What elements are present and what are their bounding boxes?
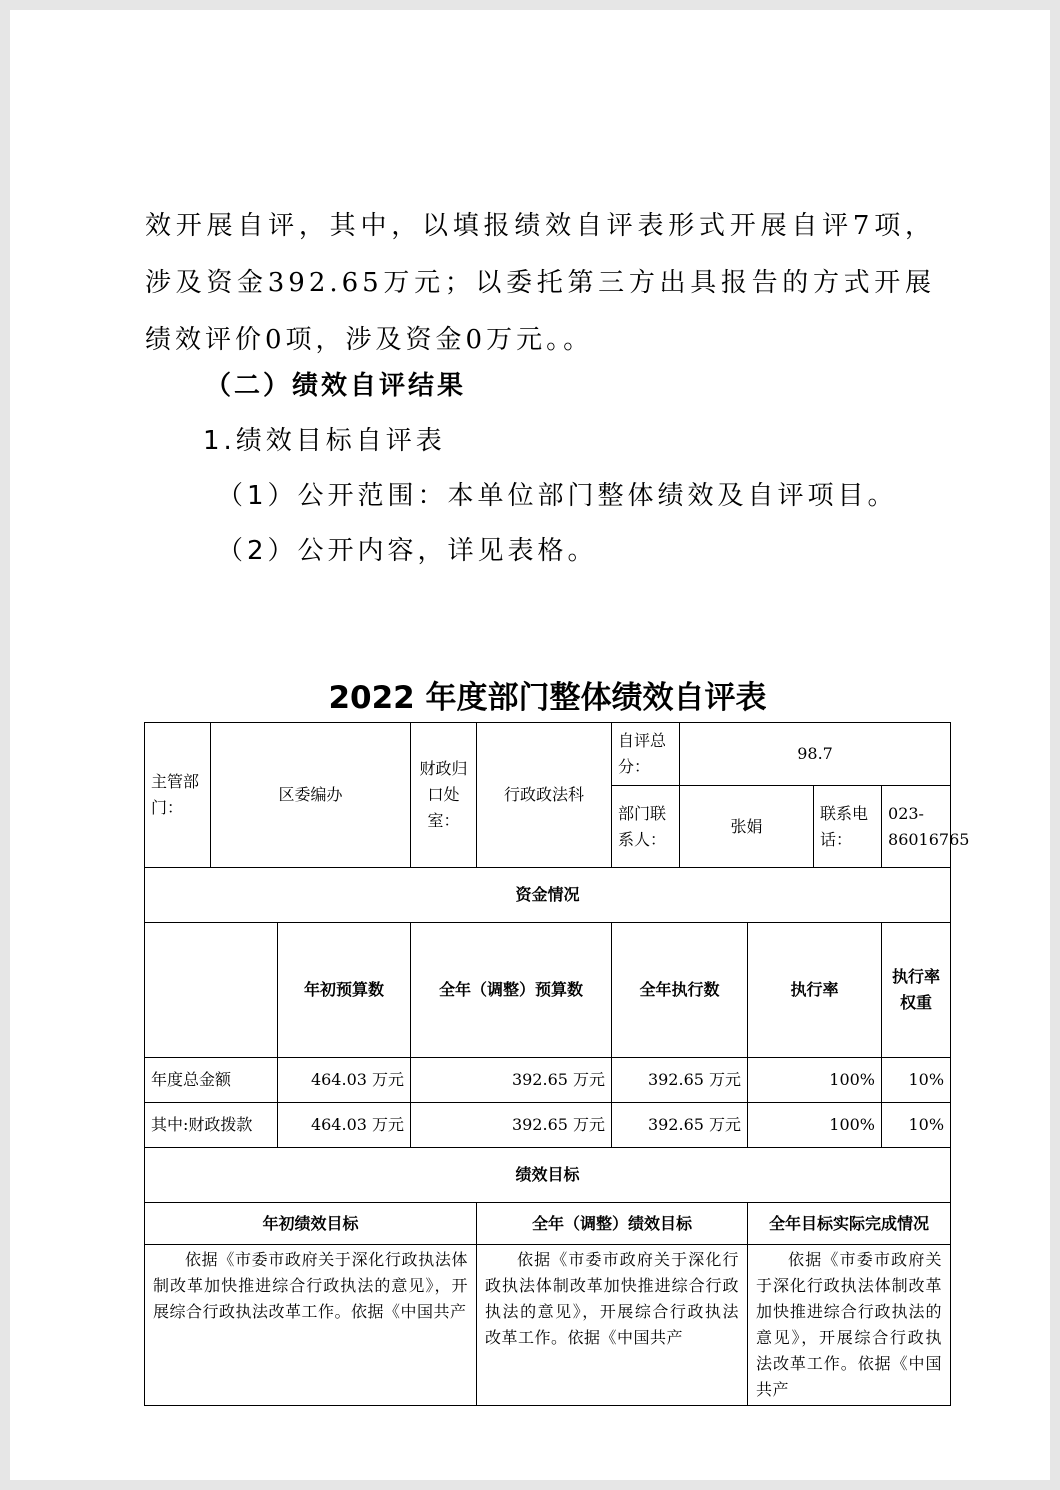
- rate-weight: 10%: [882, 1103, 951, 1148]
- funds-header-initial: 年初预算数: [278, 923, 411, 1058]
- goals-header-adjusted: 全年（调整）绩效目标: [477, 1203, 748, 1245]
- execution-rate: 100%: [748, 1103, 882, 1148]
- score-label: 自评总分：: [612, 723, 680, 786]
- goals-header-initial: 年初绩效目标: [145, 1203, 477, 1245]
- executed-amount: 392.65 万元: [612, 1058, 748, 1103]
- funds-section-header: 资金情况: [145, 868, 951, 923]
- initial-budget: 464.03 万元: [278, 1058, 411, 1103]
- rate-weight: 10%: [882, 1058, 951, 1103]
- goal-actual-text: 依据《市委市政府关于深化行政执法体制改革加快推进综合行政执法的意见》，开展综合行政执法改革工作。依据《中国共产: [748, 1245, 951, 1406]
- funds-header-weight: 执行率权重: [882, 923, 951, 1058]
- scope-line: （1）公开范围：本单位部门整体绩效及自评项目。: [217, 481, 898, 511]
- document-page: [10, 10, 1050, 1480]
- self-evaluation-table: [144, 722, 970, 1406]
- contact-value: 张娟: [680, 786, 814, 868]
- adjusted-budget: 392.65 万元: [411, 1103, 612, 1148]
- goal-adjusted-text: 依据《市委市政府关于深化行政执法体制改革加快推进综合行政执法的意见》，开展综合行政执法改革工作。依据《中国共产: [477, 1245, 748, 1406]
- content-line: （2）公开内容，详见表格。: [217, 536, 598, 566]
- row-label: 其中:财政拨款: [145, 1103, 278, 1148]
- phone-label: 联系电话：: [814, 786, 882, 868]
- initial-budget: 464.03 万元: [278, 1103, 411, 1148]
- dept-label: 主管部门：: [145, 723, 211, 868]
- goals-header-actual: 全年目标实际完成情况: [748, 1203, 951, 1245]
- dept-value: 区委编办: [211, 723, 411, 868]
- goal-initial-text: 依据《市委市政府关于深化行政执法体制改革加快推进综合行政执法的意见》，开展综合行政执法改革工作。依据《中国共产: [145, 1245, 477, 1406]
- funds-header-rate: 执行率: [748, 923, 882, 1058]
- contact-label: 部门联系人：: [612, 786, 680, 868]
- office-value: 行政政法科: [477, 723, 612, 868]
- table-row: [145, 1103, 951, 1148]
- row-label: 年度总金额: [145, 1058, 278, 1103]
- phone-value: 023-86016765: [882, 786, 951, 868]
- executed-amount: 392.65 万元: [612, 1103, 748, 1148]
- funds-header-blank: [145, 923, 278, 1058]
- office-label: 财政归口处室：: [411, 723, 477, 868]
- execution-rate: 100%: [748, 1058, 882, 1103]
- table-title: 2022 年度部门整体绩效自评表: [328, 680, 767, 716]
- goals-section-header: 绩效目标: [145, 1148, 951, 1203]
- score-value: 98.7: [680, 723, 951, 786]
- body-paragraph: 效开展自评，其中，以填报绩效自评表形式开展自评7项，涉及资金392.65万元；以委托第三方出具报告的方式开展绩效评价0项，涉及资金0万元。。: [145, 211, 935, 355]
- funds-header-adjusted: 全年（调整）预算数: [411, 923, 612, 1058]
- subsection-title: 1.绩效目标自评表: [203, 426, 446, 456]
- funds-header-executed: 全年执行数: [612, 923, 748, 1058]
- adjusted-budget: 392.65 万元: [411, 1058, 612, 1103]
- section-heading: （二）绩效自评结果: [205, 371, 467, 401]
- table-row: [145, 1058, 951, 1103]
